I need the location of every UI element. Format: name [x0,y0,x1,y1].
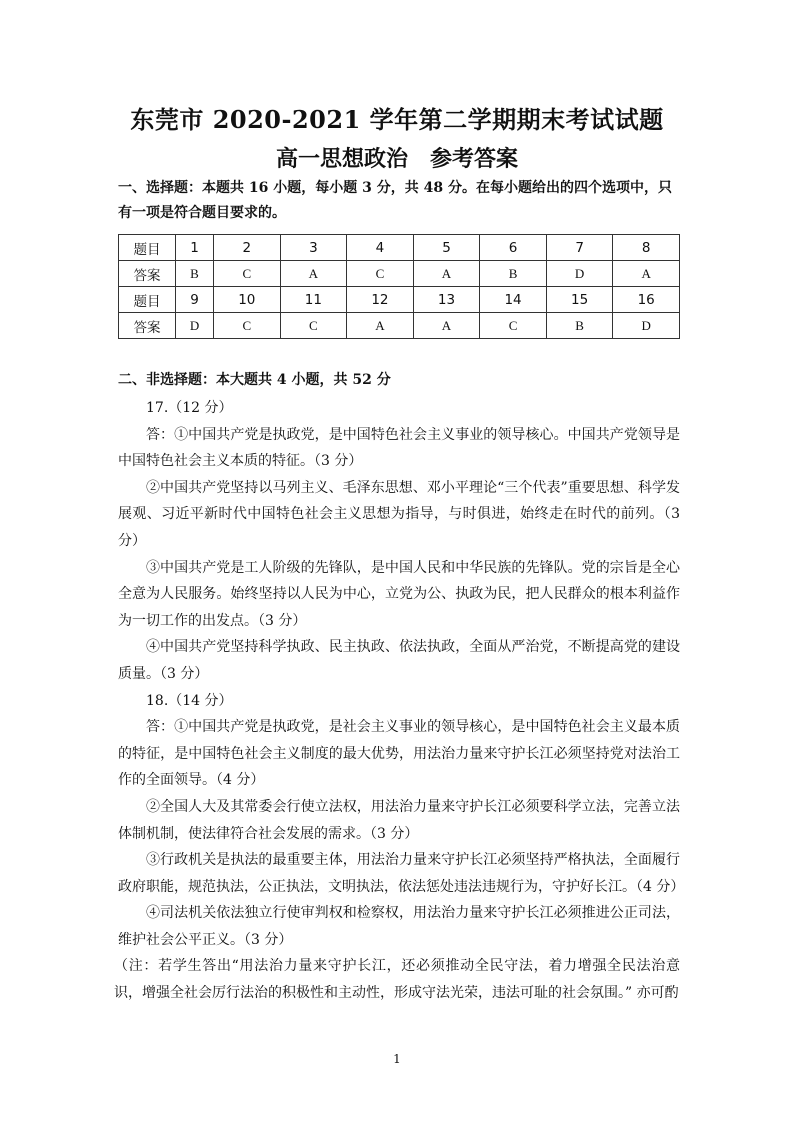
section2-heading: 二、非选择题：本大题共 4 小题，共 52 分 [118,372,391,388]
question-number-cell: 5 [413,235,480,261]
answer-cell: D [546,261,613,287]
answer-cell: C [214,261,281,287]
answer-cell: C [280,313,347,339]
q17-point-4: ④中国共产党坚持科学执政、民主执政、依法执政，全面从严治党，不断提高党的建设质量。（3 分） [118,639,680,682]
table-row-answers [119,313,680,339]
question-number-cell: 14 [480,287,547,313]
question-number-cell: 7 [546,235,613,261]
answer-cell: C [480,313,547,339]
q18-note: （注：若学生答出“用法治力量来守护长江，还必须推动全民守法，着力增强全民法治意识，增强全社会厉行法治的积极性和主动性，形成守法光荣，违法可耻的社会氛围。” 亦可酌 [114,958,680,1002]
q18-point-2: ②全国人大及其常委会行使立法权，用法治力量来守护长江必须要科学立法，完善立法体制机制，使法律符合社会发展的需求。（3 分） [118,798,680,842]
page-number: 1 [393,1052,401,1066]
question-number-cell: 3 [280,235,347,261]
question-number-cell: 12 [347,287,414,313]
question-number-cell: 15 [546,287,613,313]
q18-point-4: ④司法机关依法独立行使审判权和检察权，用法治力量来守护长江必须推进公正司法，维护社会公平正义。（3 分） [118,905,680,948]
q17-point-2: ②中国共产党坚持以马列主义、毛泽东思想、邓小平理论“三个代表”重要思想、科学发展观、习近平新时代中国特色社会主义思想为指导，与时俱进，始终走在时代的前列。（3 分） [118,479,680,549]
answer-cell: A [413,313,480,339]
question-number-cell: 4 [347,235,414,261]
question-number-cell: 9 [176,287,214,313]
answer-cell: A [613,261,680,287]
answer-cell: B [546,313,613,339]
row-label-question: 题目 [119,287,176,313]
question-number-cell: 16 [613,287,680,313]
question-number-cell: 2 [214,235,281,261]
q18-point-1: 答：①中国共产党是执政党，是社会主义事业的领导核心，是中国特色社会主义最本质的特征，是中国特色社会主义制度的最大优势，用法治力量来守护长江必须坚持党对法治工作的全面领导。（4 分） [118,719,680,789]
question-number-cell: 8 [613,235,680,261]
answer-table [118,234,680,339]
q18-label: 18.（14 分） [146,692,233,709]
row-label-answer: 答案 [119,313,176,339]
q17-point-3: ③中国共产党是工人阶级的先锋队，是中国人民和中华民族的先锋队。党的宗旨是全心全意为人民服务。始终坚持以人民为中心，立党为公、执政为民，把人民群众的根本利益作为一切工作的出发点。（3 分） [118,559,680,629]
table-row-questions [119,235,680,261]
answer-cell: C [214,313,281,339]
answer-cell: A [280,261,347,287]
row-label-answer: 答案 [119,261,176,287]
answer-cell: A [413,261,480,287]
table-row-answers [119,261,680,287]
question-number-cell: 13 [413,287,480,313]
question-number-cell: 11 [280,287,347,313]
question-number-cell: 6 [480,235,547,261]
answer-cell: B [480,261,547,287]
answer-cell: A [347,313,414,339]
answer-cell: B [176,261,214,287]
answer-cell: D [613,313,680,339]
q17-point-1: 答：①中国共产党是执政党，是中国特色社会主义事业的领导核心。中国共产党领导是中国特色社会主义本质的特征。（3 分） [118,426,680,470]
page-title: 东莞市 2020-2021 学年第二学期期末考试试题 [130,105,664,134]
question-number-cell: 1 [176,235,214,261]
q17-label: 17.（12 分） [146,400,233,416]
answer-cell: D [176,313,214,339]
q18-point-3: ③行政机关是执法的最重要主体，用法治力量来守护长江必须坚持严格执法，全面履行政府职能，规范执法，公正执法，文明执法，依法惩处违法违规行为，守护好长江。（4 分） [118,852,685,895]
answer-cell: C [347,261,414,287]
table-row-questions [119,287,680,313]
question-number-cell: 10 [214,287,281,313]
page-subtitle: 高一思想政治 参考答案 [275,146,518,172]
row-label-question: 题目 [119,235,176,261]
answers-body [114,395,685,1007]
section1-heading: 一、选择题：本题共 16 小题，每小题 3 分，共 48 分。在每小题给出的四个选项中，只有一项是符合题目要求的。 [118,180,672,221]
